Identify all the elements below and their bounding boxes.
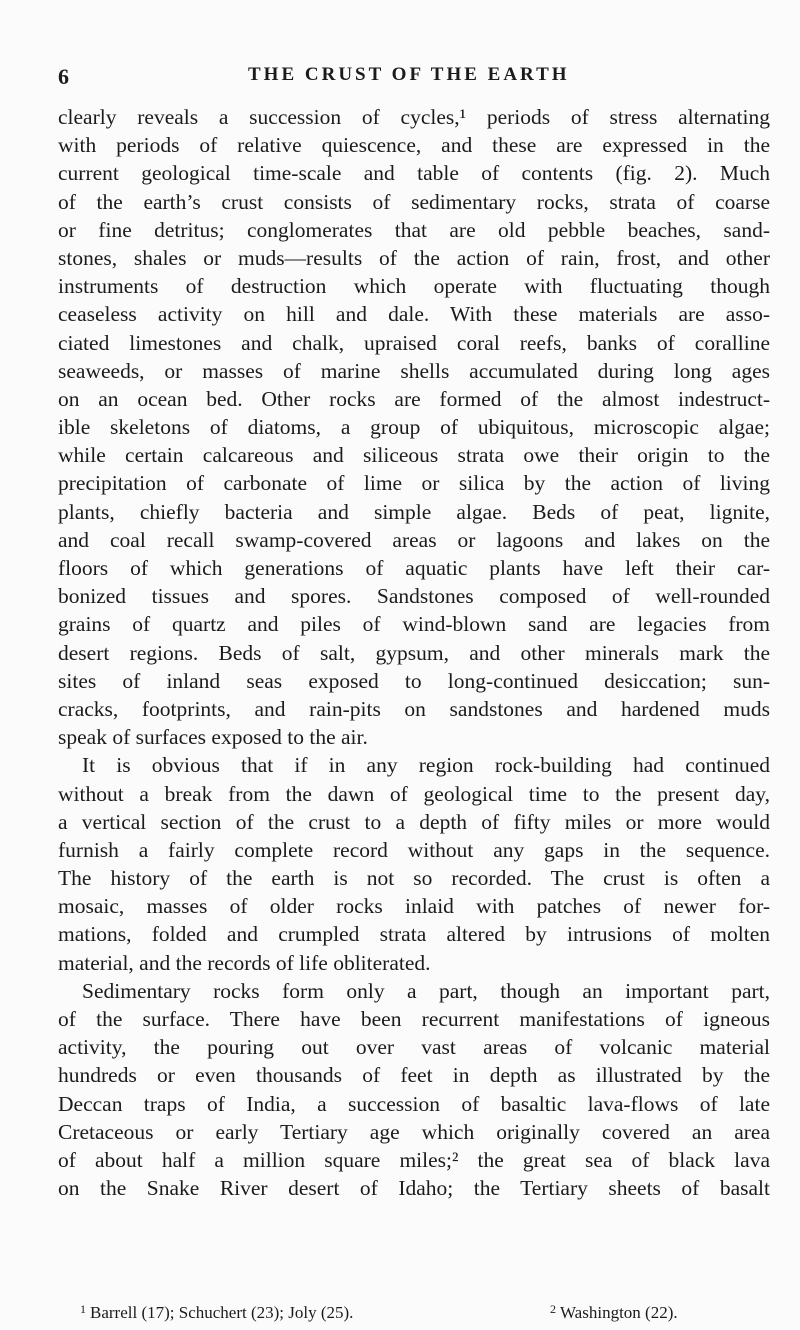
text-line: furnish a fairly complete record without any gaps in the sequence. — [58, 837, 770, 862]
page-header — [58, 64, 758, 94]
text-line: bonized tissues and spores. Sandstones composed of well-rounded — [58, 584, 770, 609]
text-line: current geological time-scale and table of contents (fig. 2). Much — [58, 161, 770, 186]
text-line: The history of the earth is not so recorded. The crust is often a — [58, 866, 770, 891]
text-line: of about half a million square miles;² the great sea of black lava — [58, 1147, 770, 1172]
footnote-2 — [550, 1302, 678, 1323]
text-line: material, and the records of life obliterated. — [58, 950, 431, 975]
text-line: speak of surfaces exposed to the air. — [58, 725, 368, 750]
text-line: precipitation of carbonate of lime or silica by the action of living — [58, 471, 770, 496]
body-text — [58, 103, 770, 1202]
text-line: hundreds or even thousands of feet in depth as illustrated by the — [58, 1063, 770, 1088]
paragraph-start-line: Sedimentary rocks form only a part, though an important part, — [82, 978, 770, 1003]
text-line: clearly reveals a succession of cycles,¹ periods of stress alternating — [58, 105, 770, 129]
footnote-marker: 2 — [550, 1302, 556, 1316]
text-line: ciated limestones and chalk, upraised coral reefs, banks of coralline — [58, 330, 770, 355]
text-line: and coal recall swamp-covered areas or lagoons and lakes on the — [58, 527, 770, 552]
text-line: of the earth’s crust consists of sedimentary rocks, strata of coarse — [58, 189, 770, 214]
text-line: on an ocean bed. Other rocks are formed of the almost indestruct- — [58, 386, 770, 411]
text-line: or fine detritus; conglomerates that are old pebble beaches, sand- — [58, 217, 770, 242]
text-line: floors of which generations of aquatic plants have left their car- — [58, 556, 770, 580]
text-line: grains of quartz and piles of wind-blown sand are legacies from — [58, 612, 770, 637]
text-line: desert regions. Beds of salt, gypsum, and other minerals mark the — [58, 640, 770, 665]
text-line: while certain calcareous and siliceous strata owe their origin to the — [58, 443, 770, 468]
page-number: 6 — [58, 64, 69, 89]
text-line: a vertical section of the crust to a depth of fifty miles or more would — [58, 809, 770, 834]
text-line: Deccan traps of India, a succession of basaltic lava-flows of late — [58, 1091, 770, 1116]
text-line: of the surface. There have been recurrent manifestations of igneous — [58, 1007, 770, 1031]
text-line: with periods of relative quiescence, and these are expressed in the — [58, 133, 770, 158]
footnote-marker: 1 — [80, 1302, 86, 1316]
text-line: mations, folded and crumpled strata altered by intrusions of molten — [58, 922, 770, 947]
text-line: without a break from the dawn of geological time to the present day, — [58, 781, 770, 806]
footnote-text: Barrell (17); Schuchert (23); Joly (25). — [90, 1303, 354, 1322]
running-head: THE CRUST OF THE EARTH — [248, 64, 570, 85]
text-line: mosaic, masses of older rocks inlaid with patches of newer for- — [58, 894, 770, 919]
text-line: on the Snake River desert of Idaho; the Tertiary sheets of basalt — [58, 1176, 770, 1201]
footnotes — [80, 1302, 760, 1326]
text-line: stones, shales or muds—results of the action of rain, frost, and other — [58, 245, 770, 270]
text-line: ceaseless activity on hill and dale. With these materials are asso- — [58, 302, 770, 327]
text-line: sites of inland seas exposed to long-continued desiccation; sun- — [58, 668, 770, 693]
text-line: cracks, footprints, and rain-pits on sandstones and hardened muds — [58, 696, 770, 721]
footnote-1 — [80, 1302, 353, 1323]
text-line: Cretaceous or early Tertiary age which originally covered an area — [58, 1119, 770, 1144]
text-line: plants, chiefly bacteria and simple algae. Beds of peat, lignite, — [58, 499, 770, 524]
text-line: instruments of destruction which operate with fluctuating though — [58, 274, 770, 299]
text-line: seaweeds, or masses of marine shells accumulated during long ages — [58, 358, 770, 383]
paragraph-start-line: It is obvious that if in any region rock-building had continued — [82, 753, 770, 778]
text-line: activity, the pouring out over vast areas of volcanic material — [58, 1035, 770, 1060]
text-line: ible skeletons of diatoms, a group of ubiquitous, microscopic algae; — [58, 415, 770, 440]
footnote-text: Washington (22). — [560, 1303, 678, 1322]
